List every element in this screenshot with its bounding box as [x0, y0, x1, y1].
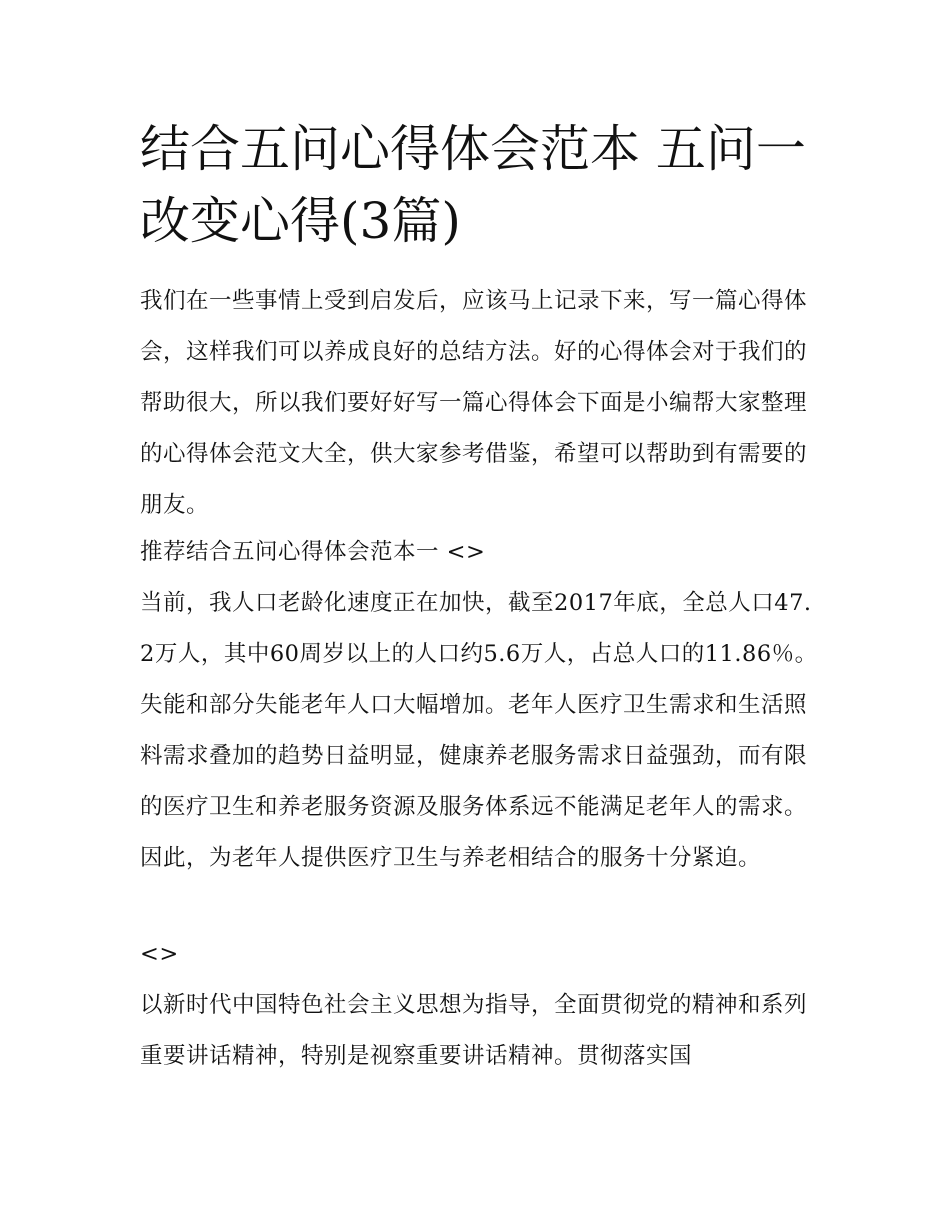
body-paragraph: 当前，我人口老龄化速度正在加快，截至2017年底，全总人口47.2万人，其中60周岁以上的人口约5.6万人，占总人口的11.86％。失能和部分失能老年人口大幅增加。老年人医疗卫生需求和生活照料需求叠加的趋势日益明显，健康养老服务需求日益强劲，而有限的医疗卫生和养老服务资源及服务体系远不能满足老年人的需求。因此，为老年人提供医疗卫生与养老相结合的服务十分紧迫。 [140, 590, 818, 871]
placeholder-symbol: <> [140, 941, 179, 967]
body-paragraph: 以新时代中国特色社会主义思想为指导，全面贯彻党的精神和系列重要讲话精神，特别是视察重要讲话精神。贯彻落实国 [140, 992, 808, 1069]
section-heading: 推荐结合五问心得体会范本一 <> [140, 539, 486, 565]
intro-paragraph: 我们在一些事情上受到启发后，应该马上记录下来，写一篇心得体会，这样我们可以养成良好的总结方法。好的心得体会对于我们的帮助很大，所以我们要好好写一篇心得体会下面是小编帮大家整理的心得体会范文大全，供大家参考借鉴，希望可以帮助到有需要的朋友。 [140, 288, 808, 518]
document-title: 结合五问心得体会范本 五问一改变心得(3篇) [140, 120, 806, 250]
